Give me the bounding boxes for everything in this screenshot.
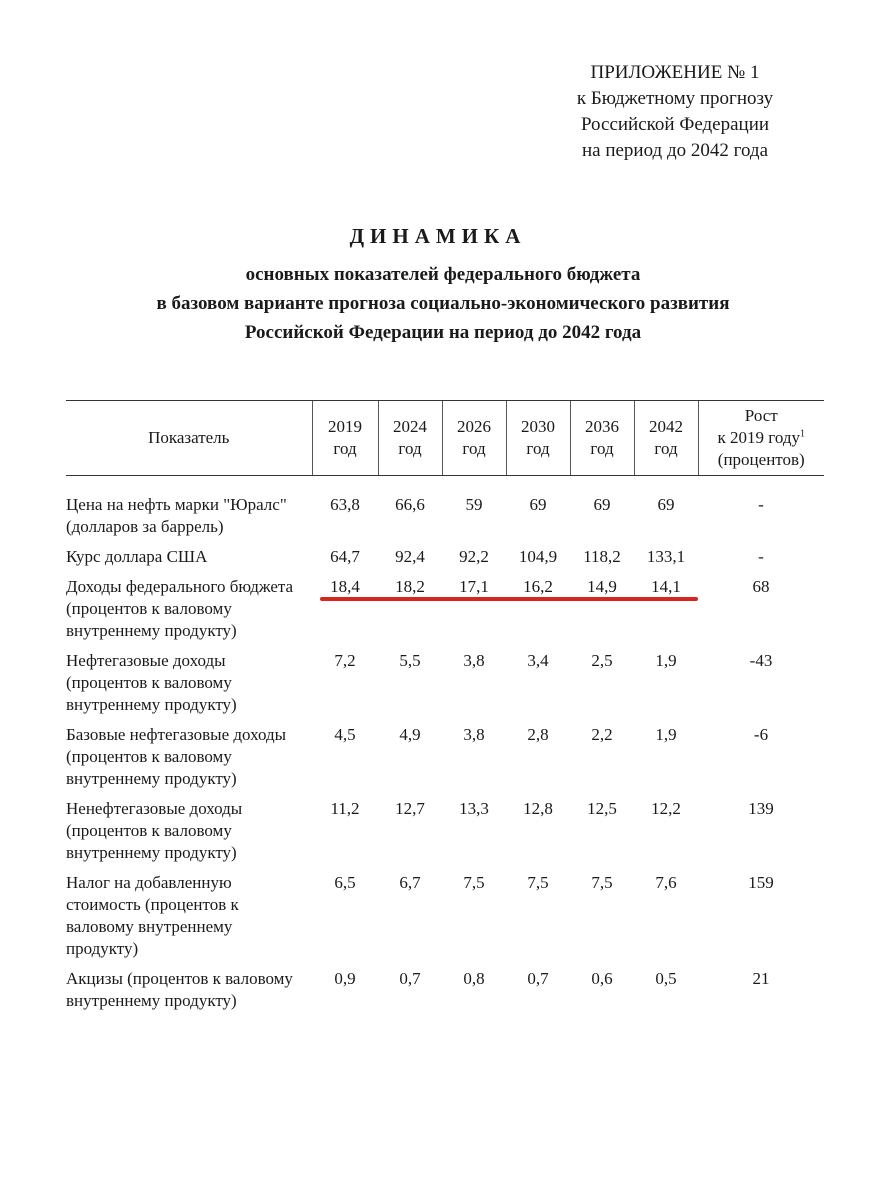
- table-row: [66, 576, 824, 650]
- value-cell: 18,4: [330, 577, 360, 596]
- header-year: 2030 год: [506, 401, 570, 476]
- table-row: [66, 798, 824, 872]
- header-indicator: Показатель: [66, 401, 312, 476]
- value-cell: 69: [593, 495, 611, 514]
- value-cell: 118,2: [583, 547, 621, 566]
- value-cell: 69: [657, 495, 675, 514]
- row-label: Цена на нефть марки "Юралс" (долларов за баррель): [66, 495, 287, 536]
- growth-cell: 139: [748, 799, 774, 818]
- growth-cell: 21: [752, 969, 770, 988]
- value-cell: 1,9: [655, 651, 677, 670]
- row-label: Ненефтегазовые доходы (процентов к валовому внутреннему продукту): [66, 799, 243, 862]
- value-cell: 7,5: [463, 873, 485, 892]
- value-cell: 69: [529, 495, 547, 514]
- document-subtitle: [0, 260, 876, 347]
- appendix-header: [520, 60, 830, 164]
- table-row: [66, 724, 824, 798]
- header-year: 2019 год: [312, 401, 378, 476]
- document-title: ДИНАМИКА: [349, 224, 527, 248]
- value-cell: 7,5: [591, 873, 613, 892]
- value-cell: 12,8: [523, 799, 553, 818]
- value-cell: 4,5: [334, 725, 356, 744]
- header-year: 2024 год: [378, 401, 442, 476]
- value-cell: 133,1: [646, 547, 686, 566]
- subtitle-line: в базовом варианте прогноза социально-экономического развития: [156, 293, 730, 314]
- growth-cell: -: [758, 495, 764, 514]
- table-row: [66, 476, 824, 547]
- value-cell: 7,6: [655, 873, 677, 892]
- value-cell: 3,8: [463, 651, 485, 670]
- value-cell: 7,5: [527, 873, 549, 892]
- value-cell: 6,7: [399, 873, 421, 892]
- value-cell: 16,2: [523, 577, 553, 596]
- row-label: Базовые нефтегазовые доходы (процентов к валовому внутреннему продукту): [66, 725, 287, 788]
- header-year: 2026 год: [442, 401, 506, 476]
- value-cell: 0,8: [463, 969, 485, 988]
- value-cell: 6,5: [334, 873, 356, 892]
- value-cell: 5,5: [399, 651, 421, 670]
- indicators-table: [66, 400, 824, 1020]
- value-cell: 7,2: [334, 651, 356, 670]
- value-cell: 1,9: [655, 725, 677, 744]
- value-cell: 3,8: [463, 725, 485, 744]
- value-cell: 2,2: [591, 725, 613, 744]
- value-cell: 104,9: [518, 547, 558, 566]
- value-cell: 11,2: [330, 799, 360, 818]
- value-cell: 63,8: [330, 495, 360, 514]
- value-cell: 92,4: [395, 547, 425, 566]
- appendix-title: ПРИЛОЖЕНИЕ № 1: [590, 62, 760, 83]
- value-cell: 2,5: [591, 651, 613, 670]
- value-cell: 4,9: [399, 725, 421, 744]
- growth-cell: 68: [752, 577, 770, 596]
- value-cell: 0,7: [399, 969, 421, 988]
- table-row: [66, 872, 824, 968]
- value-cell: 92,2: [459, 547, 489, 566]
- appendix-line: на период до 2042 года: [581, 140, 769, 161]
- growth-cell: -6: [753, 725, 769, 744]
- value-cell: 2,8: [527, 725, 549, 744]
- value-cell: 3,4: [527, 651, 549, 670]
- table-row: [66, 650, 824, 724]
- header-growth: Рост к 2019 году$^1$ (процентов): [698, 401, 824, 476]
- row-label: Налог на добавленную стоимость (процентов к валовому внутреннему продукту): [66, 873, 239, 958]
- value-cell: 59: [465, 495, 483, 514]
- table-header-row: [66, 401, 824, 476]
- footnote-marker: 1: [799, 428, 805, 440]
- subtitle-line: основных показателей федерального бюджета: [245, 264, 641, 285]
- value-cell: 0,7: [527, 969, 549, 988]
- red-underline-highlight: [320, 597, 698, 601]
- growth-cell: -43: [749, 651, 773, 670]
- value-cell: 12,7: [395, 799, 425, 818]
- growth-cell: 159: [748, 873, 774, 892]
- subtitle-line: Российской Федерации на период до 2042 года: [244, 322, 642, 343]
- value-cell: 0,5: [655, 969, 677, 988]
- value-cell: 12,2: [651, 799, 681, 818]
- value-cell: 14,1: [651, 577, 681, 596]
- header-year: 2036 год: [570, 401, 634, 476]
- value-cell: 18,2: [395, 577, 425, 596]
- table-row: [66, 546, 824, 576]
- row-label: Доходы федерального бюджета (процентов к валовому внутреннему продукту): [66, 577, 294, 640]
- value-cell: 12,5: [587, 799, 617, 818]
- value-cell: 66,6: [395, 495, 425, 514]
- value-cell: 17,1: [459, 577, 489, 596]
- table-body: [66, 476, 824, 1021]
- row-label: Акцизы (процентов к валовому внутреннему продукту): [66, 969, 293, 1010]
- row-label: Курс доллара США: [66, 547, 208, 566]
- row-label: Нефтегазовые доходы (процентов к валовому внутреннему продукту): [66, 651, 237, 714]
- table-row: [66, 968, 824, 1020]
- header-year: 2042 год: [634, 401, 698, 476]
- value-cell: 64,7: [330, 547, 360, 566]
- appendix-line: к Бюджетному прогнозу: [576, 88, 774, 109]
- value-cell: 14,9: [587, 577, 617, 596]
- value-cell: 0,9: [334, 969, 356, 988]
- growth-cell: -: [758, 547, 764, 566]
- value-cell: 13,3: [459, 799, 489, 818]
- value-cell: 0,6: [591, 969, 613, 988]
- appendix-line: Российской Федерации: [580, 114, 770, 135]
